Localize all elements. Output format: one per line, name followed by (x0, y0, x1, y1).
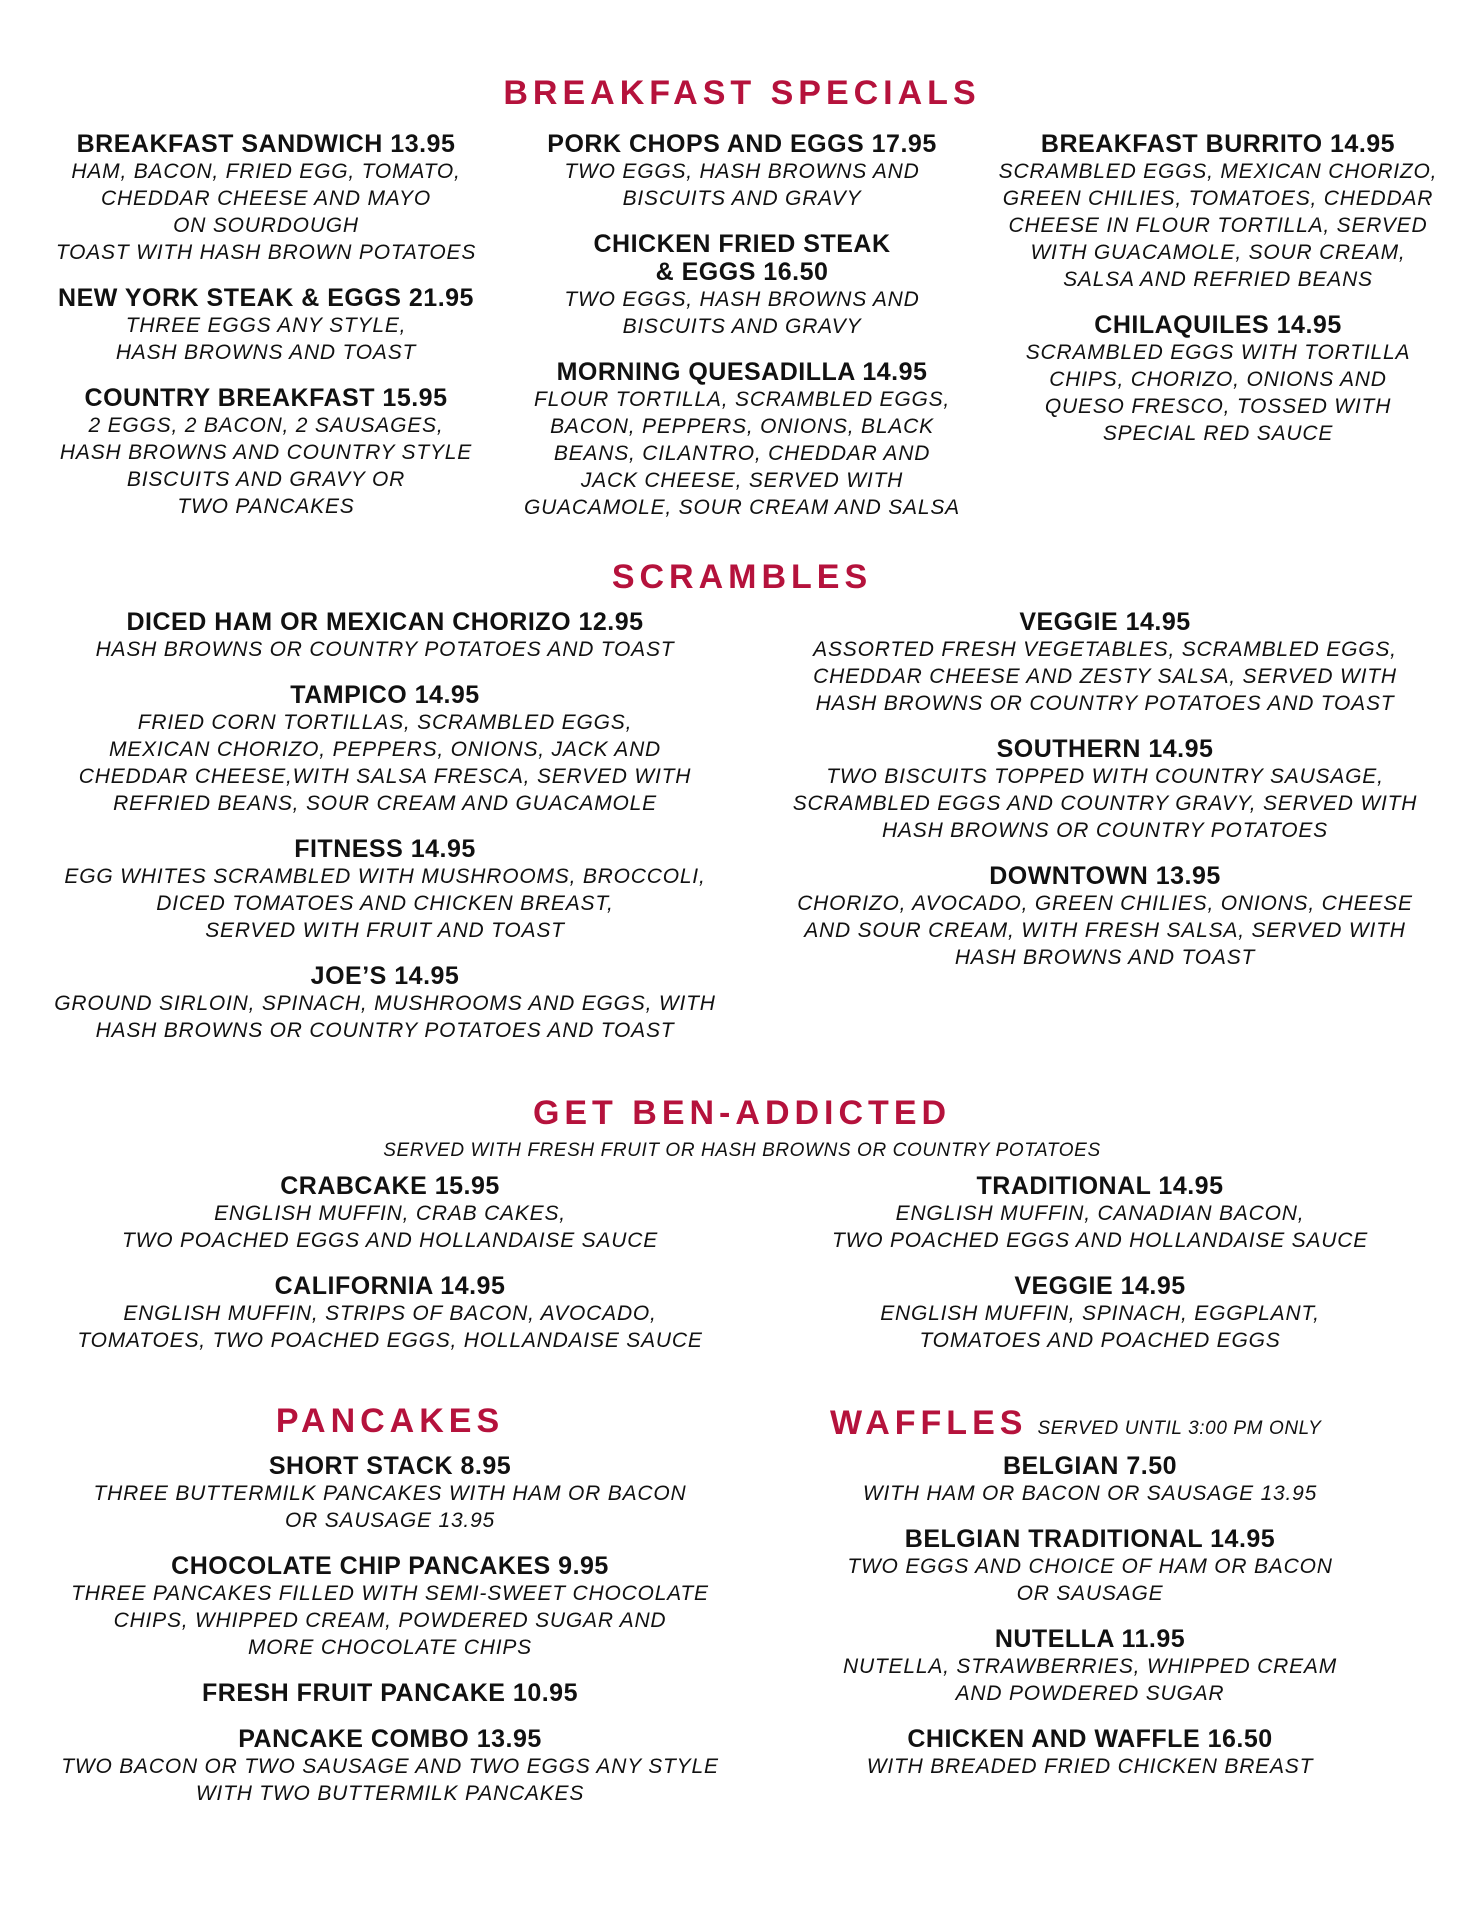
waffles-title: WAFFLES (830, 1404, 1028, 1442)
item-title: VEGGIE 14.95 (1019, 608, 1191, 636)
menu-item (40, 1272, 740, 1354)
item-description: HAM, BACON, FRIED EGG, TOMATO, CHEDDAR CHEESE AND MAYO ON SOURDOUGH TOAST WITH HASH BROWN POTATOES (55, 160, 477, 264)
item-title: PORK CHOPS AND EGGS 17.95 (547, 130, 937, 158)
menu-item (750, 862, 1460, 971)
waffles-heading (830, 1404, 1450, 1443)
item-title: BELGIAN TRADITIONAL 14.95 (904, 1525, 1276, 1553)
menu-item (790, 1525, 1390, 1607)
waffles-col (790, 1452, 1390, 1798)
item-description: ENGLISH MUFFIN, CRAB CAKES, TWO POACHED EGGS AND HOLLANDAISE SAUCE (121, 1202, 659, 1252)
menu-item (36, 130, 496, 266)
menu-item (750, 1272, 1450, 1354)
item-title: VEGGIE 14.95 (1014, 1272, 1186, 1300)
item-title: BREAKFAST SANDWICH 13.95 (76, 130, 456, 158)
menu-item (36, 384, 496, 520)
menu-item (750, 735, 1460, 844)
item-description: ENGLISH MUFFIN, SPINACH, EGGPLANT, TOMATOES AND POACHED EGGS (880, 1302, 1320, 1352)
menu-item (40, 1679, 740, 1707)
item-title: JOE’S 14.95 (310, 962, 460, 990)
menu-item (40, 1725, 740, 1807)
item-title: PANCAKE COMBO 13.95 (238, 1725, 542, 1753)
item-description: TWO EGGS, HASH BROWNS AND BISCUITS AND GRAVY (564, 288, 920, 338)
breakfast-specials-col-2 (512, 130, 972, 539)
item-description: THREE EGGS ANY STYLE, HASH BROWNS AND TOAST (115, 314, 417, 364)
breakfast-specials-col-3 (988, 130, 1448, 465)
item-description: SCRAMBLED EGGS, MEXICAN CHORIZO, GREEN CHILIES, TOMATOES, CHEDDAR CHEESE IN FLOUR TORTILLA, SERVED WITH GUACAMOLE, SOUR CREAM, SALSA AND REFRIED BEANS (998, 160, 1438, 291)
menu-item (512, 230, 972, 340)
pancakes-col (40, 1452, 740, 1825)
item-title: DOWNTOWN 13.95 (989, 862, 1221, 890)
item-title: CHICKEN AND WAFFLE 16.50 (907, 1725, 1273, 1753)
item-description: EGG WHITES SCRAMBLED WITH MUSHROOMS, BROCCOLI, DICED TOMATOES AND CHICKEN BREAST, SERVED WITH FRUIT AND TOAST (64, 865, 706, 942)
menu-item (750, 1172, 1450, 1254)
menu-item (750, 608, 1460, 717)
item-description: FRIED CORN TORTILLAS, SCRAMBLED EGGS, MEXICAN CHORIZO, PEPPERS, ONIONS, JACK AND CHEDDAR CHEESE,WITH SALSA FRESCA, SERVED WITH REFRIED BEANS, SOUR CREAM AND GUACAMOLE (78, 711, 692, 815)
item-description: ENGLISH MUFFIN, STRIPS OF BACON, AVOCADO, TOMATOES, TWO POACHED EGGS, HOLLANDAISE SAUCE (77, 1302, 703, 1352)
item-title: MORNING QUESADILLA 14.95 (556, 358, 928, 386)
item-title: CALIFORNIA 14.95 (274, 1272, 506, 1300)
menu-item (40, 1172, 740, 1254)
item-description: HASH BROWNS OR COUNTRY POTATOES AND TOAST (95, 638, 675, 661)
item-description: THREE BUTTERMILK PANCAKES WITH HAM OR BACON OR SAUSAGE 13.95 (93, 1482, 687, 1532)
item-title: CHOCOLATE CHIP PANCAKES 9.95 (171, 1552, 609, 1580)
item-title: DICED HAM OR MEXICAN CHORIZO 12.95 (126, 608, 644, 636)
breakfast-specials-col-1 (36, 130, 496, 538)
menu-item (790, 1625, 1390, 1707)
item-description: TWO EGGS AND CHOICE OF HAM OR BACON OR SAUSAGE (847, 1555, 1333, 1605)
item-description: THREE PANCAKES FILLED WITH SEMI-SWEET CHOCOLATE CHIPS, WHIPPED CREAM, POWDERED SUGAR AND MORE CHOCOLATE CHIPS (71, 1582, 709, 1659)
item-title: CRABCAKE 15.95 (280, 1172, 500, 1200)
item-title: CHILAQUILES 14.95 (1094, 311, 1342, 339)
item-description: FLOUR TORTILLA, SCRAMBLED EGGS, BACON, PEPPERS, ONIONS, BLACK BEANS, CILANTRO, CHEDDAR AND JACK CHEESE, SERVED WITH GUACAMOLE, SOUR CREAM AND SALSA (524, 388, 960, 519)
item-description: WITH HAM OR BACON OR SAUSAGE 13.95 (862, 1482, 1318, 1505)
item-description: WITH BREADED FRIED CHICKEN BREAST (866, 1755, 1314, 1778)
menu-item (40, 1452, 740, 1534)
pancakes-heading: PANCAKES (275, 1402, 505, 1440)
item-title: BREAKFAST BURRITO 14.95 (1040, 130, 1396, 158)
item-title: NEW YORK STEAK & EGGS 21.95 (58, 284, 474, 312)
waffles-note: SERVED UNTIL 3:00 PM ONLY (1037, 1418, 1322, 1439)
item-title: BELGIAN 7.50 (1002, 1452, 1178, 1480)
item-description: ENGLISH MUFFIN, CANADIAN BACON, TWO POACHED EGGS AND HOLLANDAISE SAUCE (831, 1202, 1369, 1252)
menu-item (512, 130, 972, 212)
scrambles-left-col (30, 608, 740, 1062)
menu-item (30, 681, 740, 817)
menu-item (988, 311, 1448, 447)
ben-addicted-right-col (750, 1172, 1450, 1372)
item-description: TWO BACON OR TWO SAUSAGE AND TWO EGGS ANY STYLE WITH TWO BUTTERMILK PANCAKES (61, 1755, 719, 1805)
menu-item (30, 608, 740, 663)
item-title: COUNTRY BREAKFAST 15.95 (84, 384, 448, 412)
item-description: NUTELLA, STRAWBERRIES, WHIPPED CREAM AND POWDERED SUGAR (843, 1655, 1337, 1705)
item-title: TRADITIONAL 14.95 (976, 1172, 1224, 1200)
menu-item (40, 1552, 740, 1661)
menu-item (790, 1452, 1390, 1507)
item-description: ASSORTED FRESH VEGETABLES, SCRAMBLED EGGS, CHEDDAR CHEESE AND ZESTY SALSA, SERVED WITH HASH BROWNS OR COUNTRY POTATOES AND TOAST (813, 638, 1397, 715)
menu-item (30, 835, 740, 944)
menu-item (36, 284, 496, 366)
item-description: CHORIZO, AVOCADO, GREEN CHILIES, ONIONS, CHEESE AND SOUR CREAM, WITH FRESH SALSA, SERVED WITH HASH BROWNS AND TOAST (797, 892, 1413, 969)
scrambles-heading: SCRAMBLES (611, 558, 873, 596)
item-title: CHICKEN FRIED STEAK & EGGS 16.50 (593, 230, 891, 286)
item-description: 2 EGGS, 2 BACON, 2 SAUSAGES, HASH BROWNS AND COUNTRY STYLE BISCUITS AND GRAVY OR TWO PANCAKES (59, 414, 473, 518)
ben-addicted-left-col (40, 1172, 740, 1372)
menu-item (790, 1725, 1390, 1780)
ben-addicted-note: SERVED WITH FRESH FRUIT OR HASH BROWNS OR COUNTRY POTATOES (383, 1140, 1101, 1161)
breakfast-specials-heading: BREAKFAST SPECIALS (503, 74, 981, 112)
item-description: SCRAMBLED EGGS WITH TORTILLA CHIPS, CHORIZO, ONIONS AND QUESO FRESCO, TOSSED WITH SPECIAL RED SAUCE (1025, 341, 1411, 445)
scrambles-right-col (750, 608, 1460, 989)
item-title: FRESH FRUIT PANCAKE 10.95 (202, 1679, 578, 1707)
menu-item (512, 358, 972, 521)
ben-addicted-heading: GET BEN-ADDICTED (532, 1094, 952, 1132)
item-title: TAMPICO 14.95 (290, 681, 480, 709)
menu-item (988, 130, 1448, 293)
item-description: GROUND SIRLOIN, SPINACH, MUSHROOMS AND EGGS, WITH HASH BROWNS OR COUNTRY POTATOES AND TOAST (54, 992, 716, 1042)
item-title: FITNESS 14.95 (294, 835, 476, 863)
item-title: NUTELLA 11.95 (994, 1625, 1186, 1653)
item-description: TWO EGGS, HASH BROWNS AND BISCUITS AND GRAVY (564, 160, 920, 210)
item-title: SOUTHERN 14.95 (996, 735, 1214, 763)
item-description: TWO BISCUITS TOPPED WITH COUNTRY SAUSAGE, SCRAMBLED EGGS AND COUNTRY GRAVY, SERVED WITH HASH BROWNS OR COUNTRY POTATOES (792, 765, 1418, 842)
menu-item (30, 962, 740, 1044)
item-title: SHORT STACK 8.95 (268, 1452, 512, 1480)
